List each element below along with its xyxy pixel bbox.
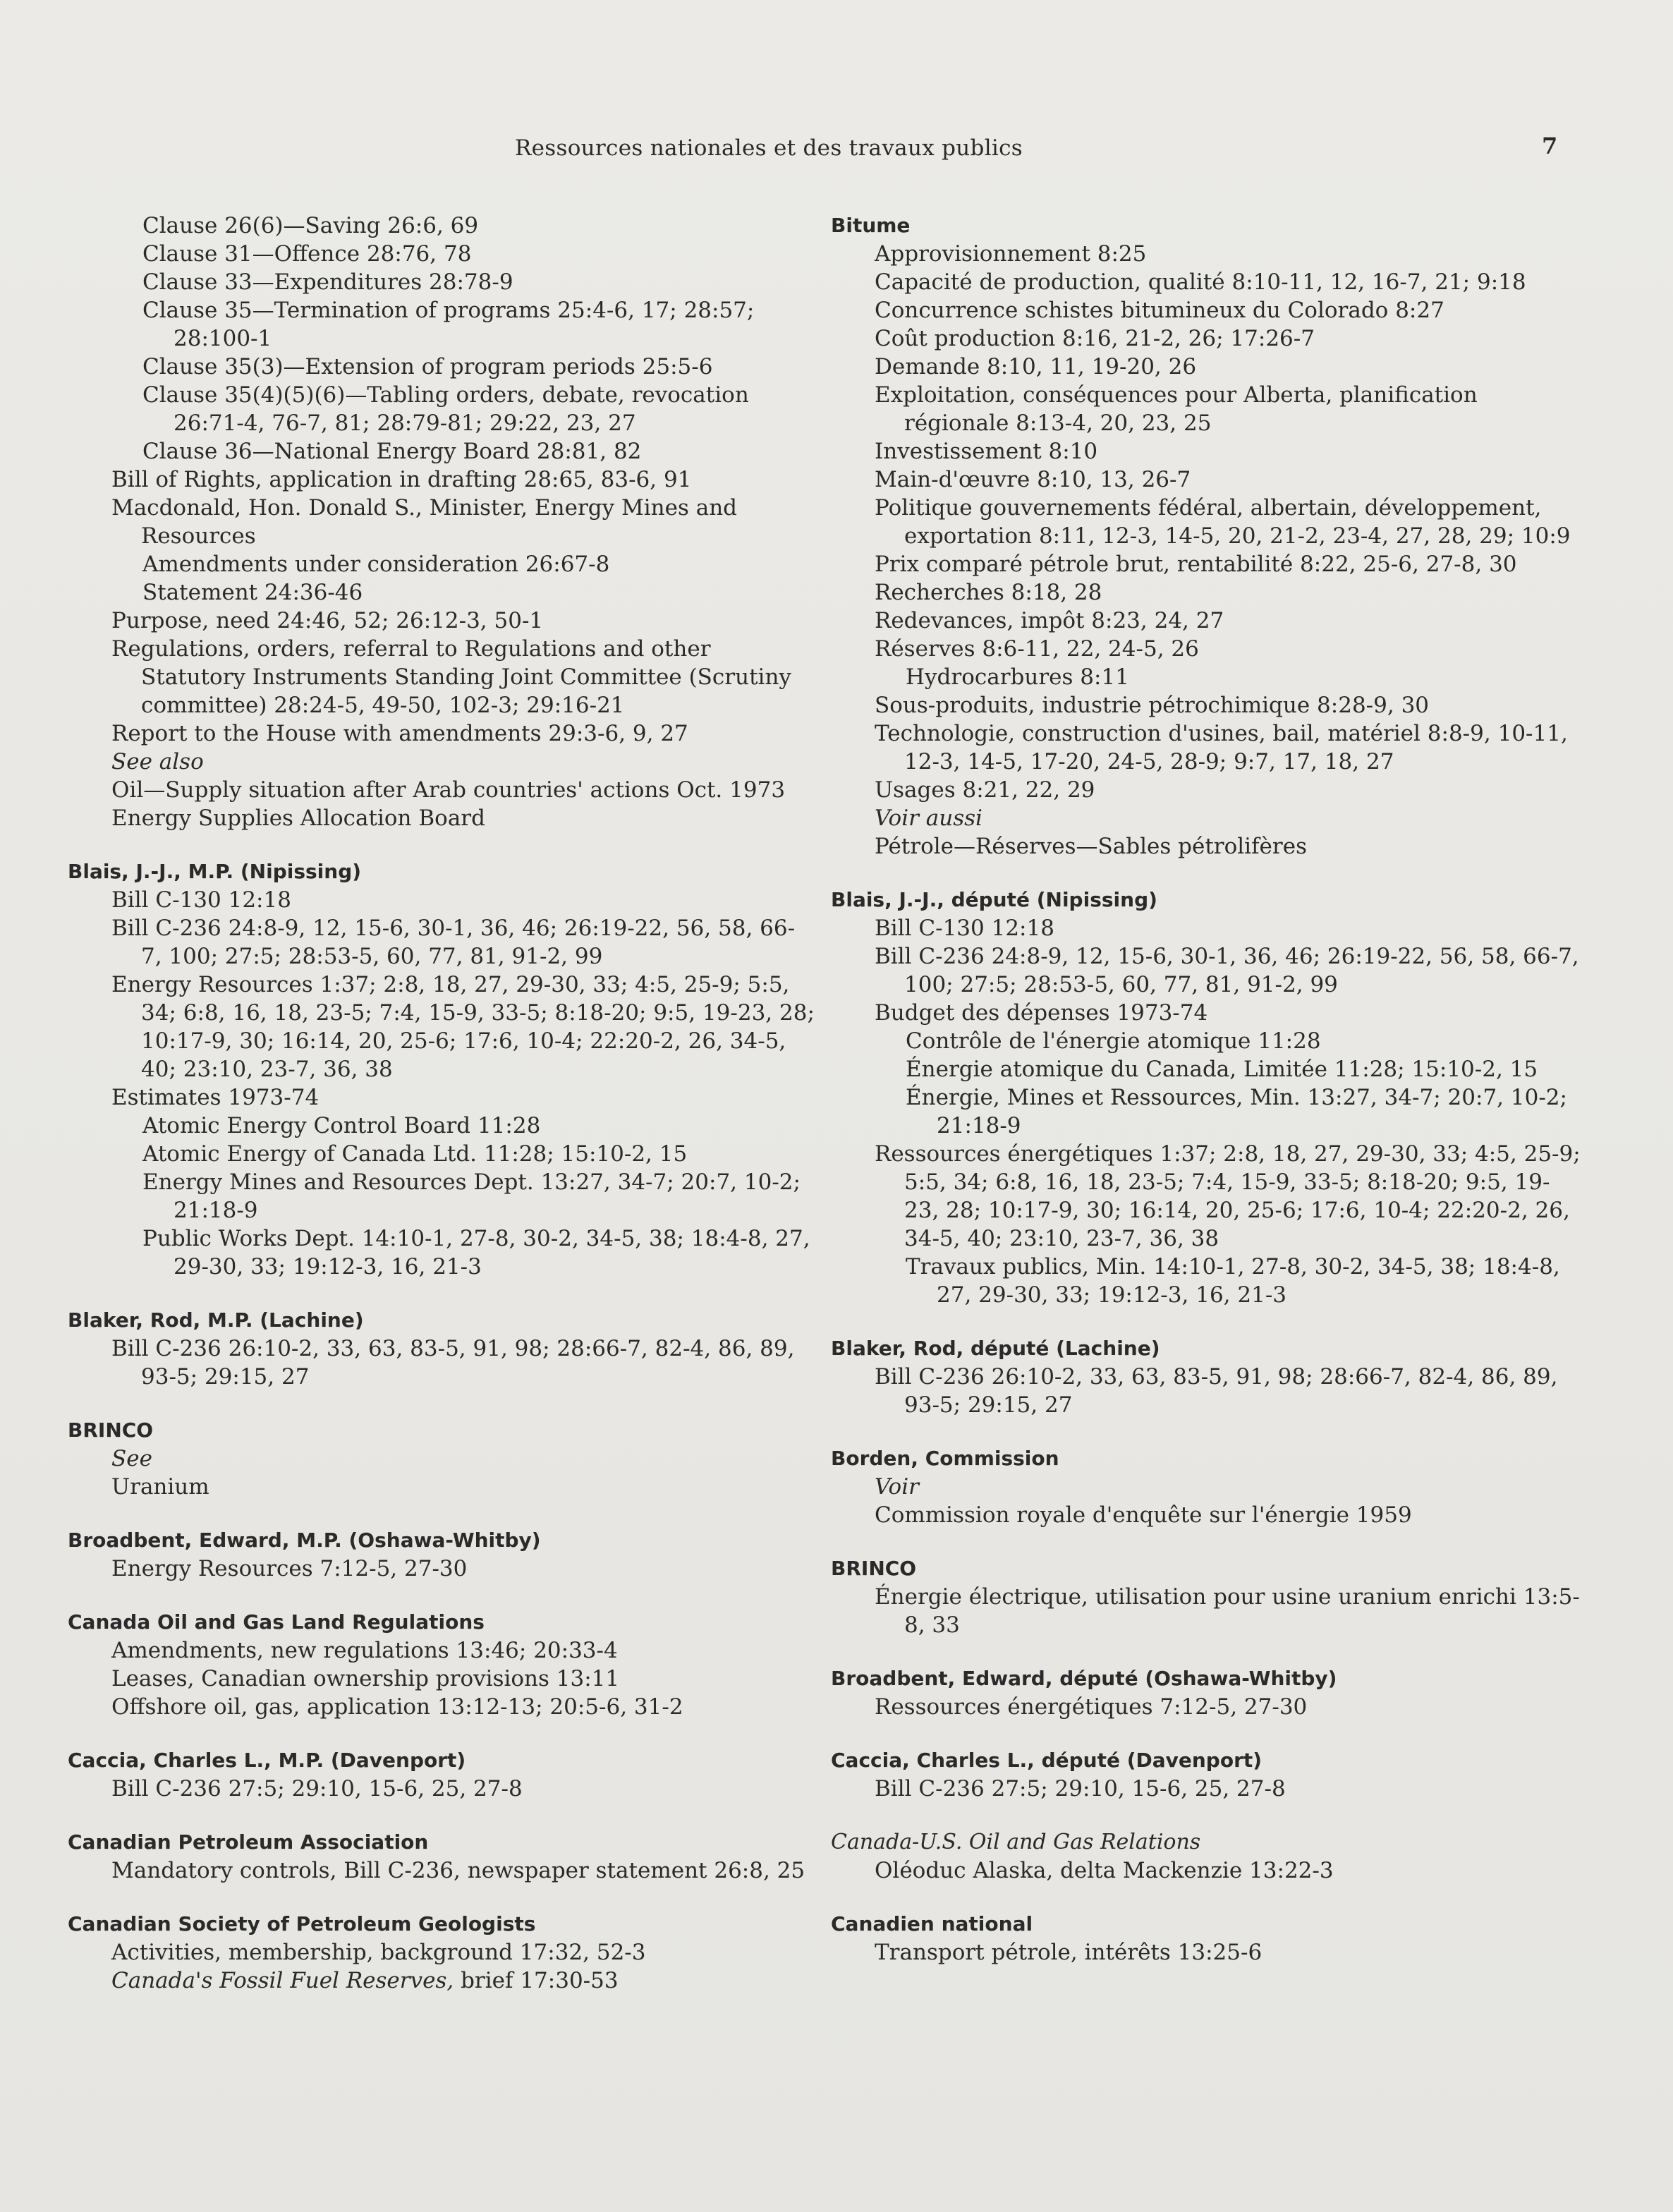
- index-heading: Blais, J.-J., député (Nipissing): [831, 888, 1157, 911]
- index-subentry: Hydrocarbures 8:11: [906, 664, 1129, 690]
- index-heading: Blais, J.-J., M.P. (Nipissing): [68, 860, 362, 883]
- index-subentry: Technologie, construction d'usines, bail, matériel 8:8-9, 10-11, 12-3, 14-5, 17-20, 24-5, 28-9; 9:7, 17, 18, 27: [875, 721, 1568, 774]
- index-subentry: Activities, membership, background 17:32, 52-3: [111, 1940, 646, 1965]
- index-subentry: Uranium: [111, 1474, 209, 1500]
- index-subentry: Public Works Dept. 14:10-1, 27-8, 30-2, 34-5, 38; 18:4-8, 27, 29-30, 33; 19:12-3, 16, 21-3: [142, 1226, 810, 1280]
- index-subentry: Leases, Canadian ownership provisions 13:11: [111, 1666, 620, 1691]
- index-subentry: Réserves 8:6-11, 22, 24-5, 26: [875, 636, 1199, 662]
- index-heading: Broadbent, Edward, député (Oshawa-Whitby): [831, 1667, 1337, 1690]
- index-subentry: Ressources énergétiques 7:12-5, 27-30: [875, 1694, 1308, 1720]
- index-subentry: Report to the House with amendments 29:3-6, 9, 27: [111, 721, 688, 746]
- index-column-right: [831, 212, 1583, 1967]
- index-heading: BRINCO: [68, 1418, 154, 1442]
- index-subentry: Pétrole—Réserves—Sables pétrolifères: [875, 834, 1307, 859]
- index-subentry: Investissement 8:10: [875, 439, 1098, 464]
- index-subentry: [68, 1967, 815, 1995]
- index-subentry: Budget des dépenses 1973-74: [875, 1000, 1208, 1026]
- index-subentry: Bill C-236 26:10-2, 33, 63, 83-5, 91, 98; 28:66-7, 82-4, 86, 89, 93-5; 29:15, 27: [111, 1336, 795, 1390]
- index-subentry: Exploitation, conséquences pour Alberta, planification régionale 8:13-4, 20, 23, 25: [875, 382, 1478, 436]
- index-subentry: Travaux publics, Min. 14:10-1, 27-8, 30-2, 34-5, 38; 18:4-8, 27, 29-30, 33; 19:12-3, 16, 21-3: [906, 1254, 1560, 1308]
- index-subentry: Énergie électrique, utilisation pour usine uranium enrichi 13:5-8, 33: [875, 1584, 1580, 1638]
- index-subentry: Bill C-236 24:8-9, 12, 15-6, 30-1, 36, 46; 26:19-22, 56, 58, 66-7, 100; 27:5; 28:53-5, 60, 77, 81, 91-2, 99: [111, 916, 796, 969]
- index-locator: brief 17:30-53: [454, 1968, 619, 1993]
- index-subentry: Regulations, orders, referral to Regulations and other Statutory Instruments Standing Joint Committee (Scrutiny committee) 28:24-5, 49-50, 102-3; 29:16-21: [111, 636, 791, 718]
- index-heading: Canada-U.S. Oil and Gas Relations: [831, 1830, 1201, 1854]
- index-heading: Broadbent, Edward, M.P. (Oshawa-Whitby): [68, 1529, 541, 1552]
- index-heading: Bitume: [831, 214, 911, 237]
- see-also-label: See also: [111, 749, 204, 774]
- publication-title: Canada's Fossil Fuel Reserves,: [111, 1968, 454, 1993]
- index-subentry: Recherches 8:18, 28: [875, 580, 1102, 605]
- index-subentry: Bill C-130 12:18: [111, 887, 291, 913]
- index-subentry: Energy Mines and Resources Dept. 13:27, 34-7; 20:7, 10-2; 21:18-9: [142, 1169, 801, 1223]
- index-subentry: Bill C-236 24:8-9, 12, 15-6, 30-1, 36, 46; 26:19-22, 56, 58, 66-7, 100; 27:5; 28:53-5, 60, 77, 81, 91-2, 99: [875, 944, 1579, 997]
- index-subentry: Sous-produits, industrie pétrochimique 8:28-9, 30: [875, 693, 1430, 718]
- index-subentry: Mandatory controls, Bill C-236, newspaper statement 26:8, 25: [111, 1858, 805, 1883]
- index-subentry: Bill C-236 26:10-2, 33, 63, 83-5, 91, 98; 28:66-7, 82-4, 86, 89, 93-5; 29:15, 27: [875, 1364, 1558, 1418]
- index-subentry: Bill C-130 12:18: [875, 916, 1054, 941]
- index-heading: Canadian Society of Petroleum Geologists: [68, 1912, 536, 1936]
- index-subentry: Redevances, impôt 8:23, 24, 27: [875, 608, 1224, 633]
- index-subentry: Bill of Rights, application in drafting 28:65, 83-6, 91: [111, 467, 692, 492]
- index-subentry: Clause 36—National Energy Board 28:81, 82: [142, 439, 642, 464]
- index-subentry: Offshore oil, gas, application 13:12-13; 20:5-6, 31-2: [111, 1694, 683, 1720]
- index-subentry: Contrôle de l'énergie atomique 11:28: [906, 1028, 1321, 1054]
- index-subentry: Amendments under consideration 26:67-8: [142, 552, 610, 577]
- index-subentry: Bill C-236 27:5; 29:10, 15-6, 25, 27-8: [111, 1776, 523, 1801]
- see-also-label: Voir: [875, 1474, 919, 1500]
- index-heading: Canada Oil and Gas Land Regulations: [68, 1610, 485, 1634]
- see-also-label: Voir aussi: [875, 806, 982, 831]
- page-number: 7: [1542, 133, 1558, 159]
- index-subentry: Clause 35(3)—Extension of program periods 25:5-6: [142, 354, 713, 379]
- index-subentry: Energy Resources 7:12-5, 27-30: [111, 1556, 468, 1581]
- index-subentry: Ressources énergétiques 1:37; 2:8, 18, 27, 29-30, 33; 4:5, 25-9; 5:5, 34; 6:8, 16, 18, 23-5; 7:4, 15-9, 33-5; 8:18-20; 9:5, 19-23, 28; 10:17-9, 30; 16:14, 20, 25-6; 17:6, 10-4; 22:20-2, 26, 34-5, 40; 23:10, 23-7, 36, 38: [875, 1141, 1581, 1251]
- index-subentry: Clause 26(6)—Saving 26:6, 69: [142, 213, 479, 238]
- index-subentry: Énergie, Mines et Ressources, Min. 13:27, 34-7; 20:7, 10-2; 21:18-9: [906, 1085, 1567, 1138]
- index-subentry: Transport pétrole, intérêts 13:25-6: [875, 1940, 1263, 1965]
- index-subentry: Energy Supplies Allocation Board: [111, 806, 485, 831]
- index-subentry: Bill C-236 27:5; 29:10, 15-6, 25, 27-8: [875, 1776, 1286, 1801]
- index-heading: Canadian Petroleum Association: [68, 1830, 429, 1854]
- index-subentry: Main-d'œuvre 8:10, 13, 26-7: [875, 467, 1191, 492]
- index-subentry: Atomic Energy Control Board 11:28: [142, 1113, 541, 1138]
- index-column-left: [68, 212, 815, 1995]
- see-also-label: See: [111, 1446, 152, 1471]
- index-subentry: Énergie atomique du Canada, Limitée 11:28; 15:10-2, 15: [906, 1057, 1538, 1082]
- index-subentry: Atomic Energy of Canada Ltd. 11:28; 15:10-2, 15: [142, 1141, 688, 1167]
- index-heading: Canadien national: [831, 1912, 1033, 1936]
- index-subentry: Macdonald, Hon. Donald S., Minister, Energy Mines and Resources: [111, 495, 738, 549]
- index-heading: Caccia, Charles L., député (Davenport): [831, 1749, 1263, 1772]
- index-subentry: Clause 35(4)(5)(6)—Tabling orders, debate, revocation 26:71-4, 76-7, 81; 28:79-81; 29:22, 23, 27: [142, 382, 749, 436]
- index-subentry: Usages 8:21, 22, 29: [875, 777, 1095, 803]
- index-subentry: Statement 24:36-46: [142, 580, 363, 605]
- index-subentry: Oléoduc Alaska, delta Mackenzie 13:22-3: [875, 1858, 1334, 1883]
- index-subentry: Politique gouvernements fédéral, albertain, développement, exportation 8:11, 12-3, 14-5, 20, 21-2, 23-4, 27, 28, 29; 10:9: [875, 495, 1571, 549]
- index-subentry: Clause 31—Offence 28:76, 78: [142, 241, 472, 267]
- index-subentry: Prix comparé pétrole brut, rentabilité 8:22, 25-6, 27-8, 30: [875, 552, 1517, 577]
- index-heading: Blaker, Rod, député (Lachine): [831, 1337, 1160, 1360]
- index-subentry: Purpose, need 24:46, 52; 26:12-3, 50-1: [111, 608, 544, 633]
- index-subentry: Approvisionnement 8:25: [875, 241, 1147, 267]
- index-subentry: Clause 35—Termination of programs 25:4-6, 17; 28:57; 28:100-1: [142, 298, 755, 351]
- index-heading: Caccia, Charles L., M.P. (Davenport): [68, 1749, 466, 1772]
- index-heading: Borden, Commission: [831, 1447, 1059, 1470]
- running-header: Ressources nationales et des travaux publics: [515, 135, 1023, 161]
- index-subentry: Coût production 8:16, 21-2, 26; 17:26-7: [875, 326, 1315, 351]
- index-subentry: Oil—Supply situation after Arab countries' actions Oct. 1973: [111, 777, 786, 803]
- index-heading: BRINCO: [831, 1557, 917, 1580]
- index-subentry: Concurrence schistes bitumineux du Colorado 8:27: [875, 298, 1444, 323]
- index-heading: Blaker, Rod, M.P. (Lachine): [68, 1308, 364, 1332]
- index-subentry: Energy Resources 1:37; 2:8, 18, 27, 29-30, 33; 4:5, 25-9; 5:5, 34; 6:8, 16, 18, 23-5; 7:4, 15-9, 33-5; 8:18-20; 9:5, 19-23, 28; 10:17-9, 30; 16:14, 20, 25-6; 17:6, 10-4; 22:20-2, 26, 34-5, 40; 23:10, 23-7, 36, 38: [111, 972, 815, 1082]
- index-subentry: Amendments, new regulations 13:46; 20:33-4: [111, 1638, 618, 1663]
- index-subentry: Capacité de production, qualité 8:10-11, 12, 16-7, 21; 9:18: [875, 269, 1526, 295]
- index-subentry: Clause 33—Expenditures 28:78-9: [142, 269, 513, 295]
- index-subentry: Estimates 1973-74: [111, 1085, 320, 1110]
- index-subentry: Commission royale d'enquête sur l'énergie 1959: [875, 1502, 1412, 1528]
- index-subentry: Demande 8:10, 11, 19-20, 26: [875, 354, 1197, 379]
